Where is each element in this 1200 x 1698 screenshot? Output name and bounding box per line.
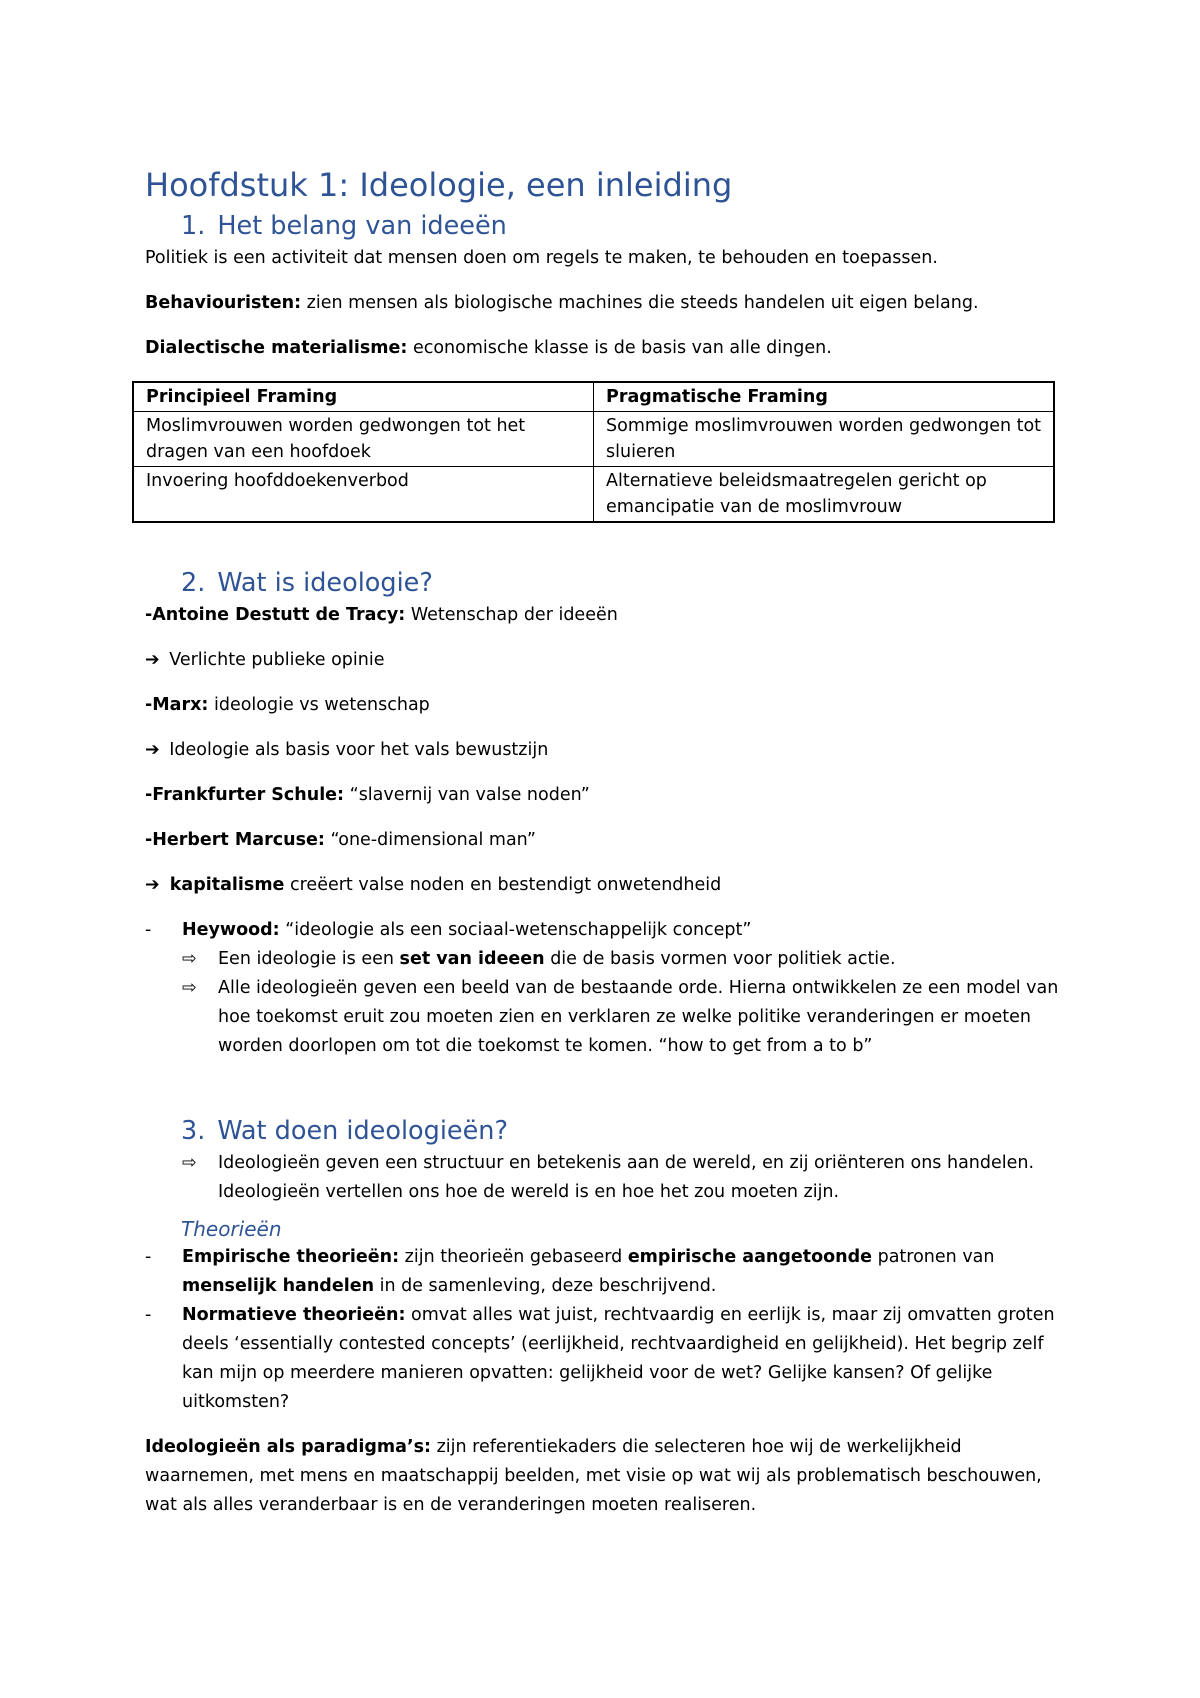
marx-text: ideologie vs wetenschap bbox=[208, 695, 430, 715]
paradigma-text: zijn referentiekaders die selecteren hoe wij de werkelijkheid waarnemen, met mens en maatschappij beelden, met visie op wat wij als problematisch beschouwen, wat als alles veranderbaar is en de veranderingen moeten realiseren. bbox=[145, 1437, 1042, 1515]
hollow-arrow-icon: ⇨ bbox=[182, 949, 197, 969]
empirische-bold-1: empirische aangetoonde bbox=[627, 1247, 873, 1267]
normatieve-text: omvat alles wat juist, rechtvaardig en eerlijk is, maar zij omvatten groten deels ‘essentially contested concepts’ (eerlijkheid, rechtvaardigheid en gelijkheid). Het begrip zelf kan mijn op meerdere manieren opvatten: gelijkheid voor de wet? Gelijke kansen? Of gelijke uitkomsten? bbox=[182, 1305, 1055, 1412]
table-cell: Invoering hoofddoekenverbod bbox=[133, 467, 594, 523]
heywood-sub-item-1 bbox=[145, 945, 1065, 974]
arrow-paragraph-1 bbox=[145, 646, 1065, 675]
arrow-paragraph-2 bbox=[145, 736, 1065, 765]
destutt-text: Wetenschap der ideeën bbox=[405, 605, 618, 625]
sub-2-text: Alle ideologieën geven een beeld van de bestaande orde. Hierna ontwikkelen ze een model van hoe toekomst eruit zou moeten zien en verklaren ze welke politike veranderingen er moeten worden doorlopen om tot die toekomst te komen. “how to get from a to b” bbox=[218, 978, 1059, 1056]
chapter-title: Hoofdstuk 1: Ideologie, een inleiding bbox=[145, 166, 733, 204]
destutt-paragraph bbox=[145, 601, 1065, 630]
heywood-text: “ideologie als een sociaal-wetenschappelijk concept” bbox=[279, 920, 752, 940]
arrow-3-text: creëert valse noden en bestendigt onwetendheid bbox=[284, 875, 722, 895]
framing-table bbox=[132, 381, 1055, 523]
dash-bullet: - bbox=[145, 1247, 152, 1267]
table-header-cell: Principieel Framing bbox=[133, 382, 594, 412]
marx-label: -Marx: bbox=[145, 695, 209, 715]
section-2-number: 2. bbox=[181, 568, 206, 598]
empirische-text-c: in de samenleving, deze beschrijvend. bbox=[374, 1276, 717, 1296]
heywood-label: Heywood: bbox=[182, 920, 280, 940]
hollow-arrow-icon: ⇨ bbox=[182, 1153, 197, 1173]
section-3-sub-text: Ideologieën geven een structuur en betekenis aan de wereld, en zij oriënteren ons handelen. Ideologieën vertellen ons hoe de wereld is en hoe het zou moeten zijn. bbox=[218, 1153, 1035, 1202]
normatieve-label: Normatieve theorieën: bbox=[182, 1305, 406, 1325]
table-row bbox=[133, 467, 1054, 523]
right-arrow-icon: ➔ bbox=[145, 740, 160, 760]
paradigma-label: Ideologieën als paradigma’s: bbox=[145, 1437, 432, 1457]
table-header-row bbox=[133, 382, 1054, 412]
empirische-bold-2: menselijk handelen bbox=[182, 1276, 375, 1296]
marx-paragraph bbox=[145, 691, 1065, 720]
right-arrow-icon: ➔ bbox=[145, 875, 160, 895]
behaviouristen-text: zien mensen als biologische machines die steeds handelen uit eigen belang. bbox=[301, 293, 979, 313]
hollow-arrow-icon: ⇨ bbox=[182, 978, 197, 998]
politiek-paragraph: Politiek is een activiteit dat mensen doen om regels te maken, te behouden en toepassen. bbox=[145, 248, 938, 268]
arrow-3-bold: kapitalisme bbox=[163, 875, 285, 895]
marcuse-paragraph bbox=[145, 826, 1065, 855]
empirische-label: Empirische theorieën: bbox=[182, 1247, 400, 1267]
section-3-sub-item bbox=[145, 1149, 1065, 1207]
section-1-heading bbox=[181, 208, 1065, 244]
table-cell: Alternatieve beleidsmaatregelen gericht op emancipatie van de moslimvrouw bbox=[594, 467, 1055, 523]
arrow-1-text: Verlichte publieke opinie bbox=[163, 650, 385, 670]
dash-bullet: - bbox=[145, 920, 152, 940]
section-1-number: 1. bbox=[181, 211, 206, 241]
section-2-heading bbox=[181, 565, 1065, 601]
dialectisch-label: Dialectische materialisme: bbox=[145, 338, 408, 358]
frankfurter-paragraph bbox=[145, 781, 1065, 810]
section-3-title: Wat doen ideologieën? bbox=[217, 1116, 508, 1146]
empirische-text-b: patronen van bbox=[872, 1247, 995, 1267]
section-3-heading bbox=[181, 1113, 1065, 1149]
sub-1-text-a: Een ideologie is een bbox=[218, 949, 400, 969]
dash-bullet: - bbox=[145, 1305, 152, 1325]
table-row bbox=[133, 412, 1054, 467]
behaviouristen-paragraph bbox=[145, 289, 1065, 318]
frankfurter-text: “slavernij van valse noden” bbox=[344, 785, 590, 805]
table-header-cell: Pragmatische Framing bbox=[594, 382, 1055, 412]
marcuse-label: -Herbert Marcuse: bbox=[145, 830, 325, 850]
sub-1-text-b: die de basis vormen voor politiek actie. bbox=[544, 949, 896, 969]
empirische-list-item bbox=[145, 1243, 1065, 1301]
marcuse-text: “one-dimensional man” bbox=[324, 830, 536, 850]
right-arrow-icon: ➔ bbox=[145, 650, 160, 670]
destutt-label: -Antoine Destutt de Tracy: bbox=[145, 605, 406, 625]
paradigma-paragraph bbox=[145, 1433, 1065, 1520]
theories-heading: Theorieën bbox=[181, 1217, 282, 1241]
document-content bbox=[145, 162, 1065, 1520]
heywood-sub-item-2 bbox=[145, 974, 1065, 1061]
section-2-title: Wat is ideologie? bbox=[217, 568, 433, 598]
section-3-number: 3. bbox=[181, 1116, 206, 1146]
sub-1-bold: set van ideeen bbox=[399, 949, 545, 969]
arrow-paragraph-3 bbox=[145, 871, 1065, 900]
arrow-2-text: Ideologie als basis voor het vals bewustzijn bbox=[163, 740, 549, 760]
empirische-text-a: zijn theorieën gebaseerd bbox=[399, 1247, 628, 1267]
behaviouristen-label: Behaviouristen: bbox=[145, 293, 302, 313]
heywood-list-item bbox=[145, 916, 1065, 945]
dialectisch-text: economische klasse is de basis van alle dingen. bbox=[407, 338, 832, 358]
normatieve-list-item bbox=[145, 1301, 1065, 1417]
frankfurter-label: -Frankfurter Schule: bbox=[145, 785, 345, 805]
dialectisch-paragraph bbox=[145, 334, 1065, 363]
table-cell: Moslimvrouwen worden gedwongen tot het dragen van een hoofdoek bbox=[133, 412, 594, 467]
section-1-title: Het belang van ideeën bbox=[217, 211, 507, 241]
table-cell: Sommige moslimvrouwen worden gedwongen tot sluieren bbox=[594, 412, 1055, 467]
